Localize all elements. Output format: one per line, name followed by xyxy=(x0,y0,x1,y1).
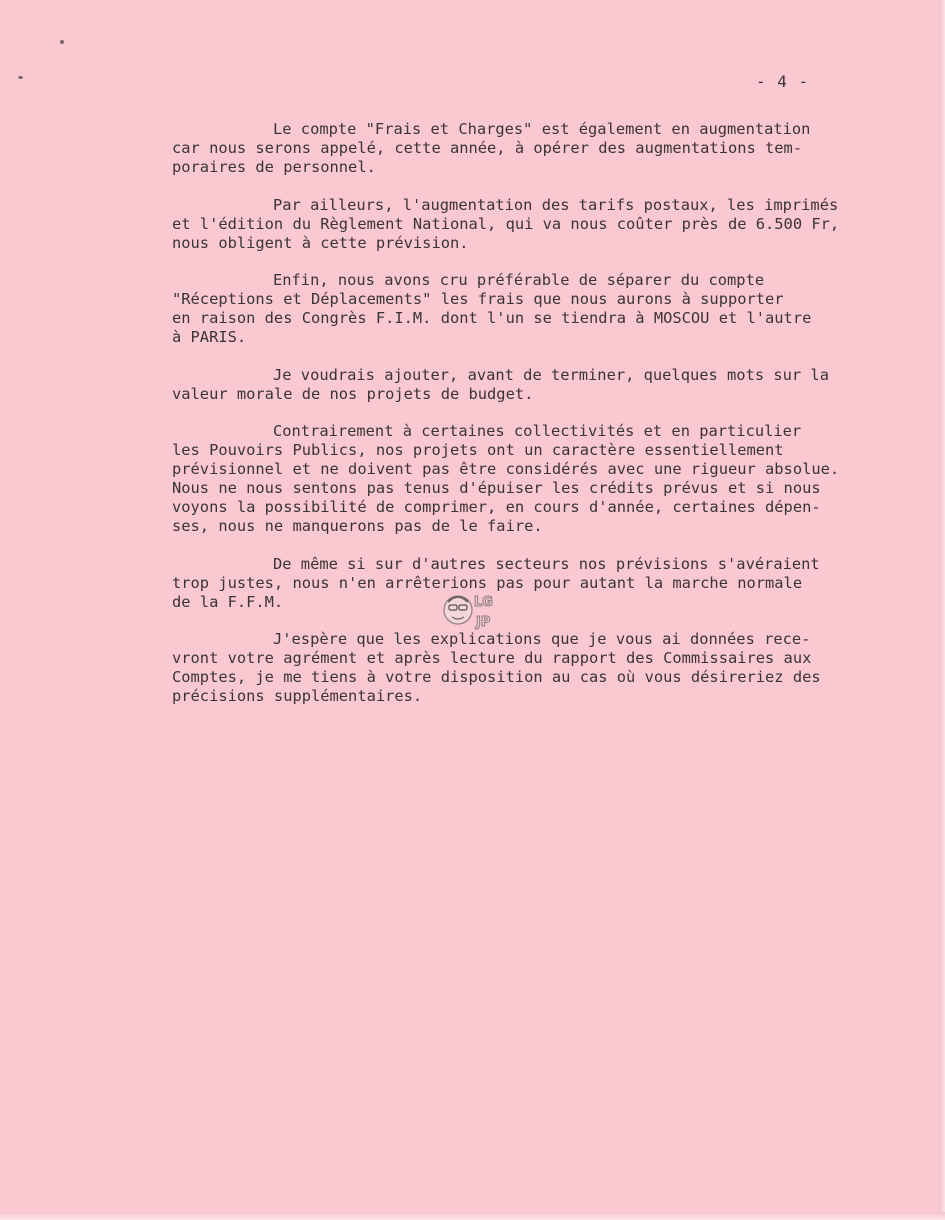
page-edge-bottom xyxy=(0,1212,945,1220)
portrait-watermark-icon xyxy=(440,586,504,634)
text-line: en raison des Congrès F.I.M. dont l'un se tiendra à MOSCOU et l'autre xyxy=(172,309,812,327)
text-line: précisions supplémentaires. xyxy=(172,687,423,705)
text-line: Enfin, nous avons cru préférable de séparer du compte xyxy=(273,271,765,289)
text-line: vront votre agrément et après lecture du rapport des Commissaires aux xyxy=(172,649,812,667)
paragraph-tarifs-postaux xyxy=(172,196,912,253)
page-number: - 4 - xyxy=(756,72,810,91)
letter-body xyxy=(172,120,912,725)
text-line: à PARIS. xyxy=(172,328,247,346)
text-line: Par ailleurs, l'augmentation des tarifs postaux, les imprimés xyxy=(273,195,839,214)
paragraph-pouvoirs-publics xyxy=(172,422,912,536)
paragraph-conclusion xyxy=(172,630,912,706)
paragraph-frais-charges xyxy=(172,120,912,177)
stamp-label-top: LG xyxy=(474,595,493,610)
text-line: poraires de personnel. xyxy=(172,158,376,176)
text-line: car nous serons appelé, cette année, à opérer des augmentations tem- xyxy=(172,139,803,157)
page-edge-right xyxy=(939,0,945,1220)
text-line: valeur morale de nos projets de budget. xyxy=(172,384,534,403)
paper-speck xyxy=(60,40,64,44)
text-line: de la F.F.M. xyxy=(172,592,284,611)
text-line: Comptes, je me tiens à votre disposition au cas où vous désireriez des xyxy=(172,668,821,686)
paragraph-valeur-morale xyxy=(172,366,912,404)
text-line: les Pouvoirs Publics, nos projets ont un caractère essentiellement xyxy=(172,441,784,459)
text-line: De même si sur d'autres secteurs nos prévisions s'avéraient xyxy=(273,554,820,573)
stamp-label-bottom: JP xyxy=(476,615,491,630)
paragraph-autres-secteurs xyxy=(172,555,912,612)
text-line: ses, nous ne manquerons pas de le faire. xyxy=(172,517,543,535)
text-line: Nous ne nous sentons pas tenus d'épuiser les crédits prévus et si nous xyxy=(172,479,821,497)
text-line: voyons la possibilité de comprimer, en cours d'année, certaines dépen- xyxy=(172,498,821,516)
text-line: Le compte "Frais et Charges" est également en augmentation xyxy=(273,120,811,138)
text-line: Je voudrais ajouter, avant de terminer, quelques mots sur la xyxy=(273,365,829,384)
paragraph-congres-fim xyxy=(172,271,912,347)
text-line: prévisionnel et ne doivent pas être considérés avec une rigueur absolue. xyxy=(172,460,840,478)
text-line: "Réceptions et Déplacements" les frais que nous aurons à supporter xyxy=(172,290,784,308)
text-line: et l'édition du Règlement National, qui va nous coûter près de 6.500 Fr, xyxy=(172,214,840,233)
text-line: nous obligent à cette prévision. xyxy=(172,233,469,252)
paper-speck xyxy=(18,76,23,79)
text-line: trop justes, nous n'en arrêterions pas pour autant la marche normale xyxy=(172,573,803,592)
text-line: Contrairement à certaines collectivités et en particulier xyxy=(273,422,802,440)
text-line: J'espère que les explications que je vous ai données rece- xyxy=(273,630,811,648)
